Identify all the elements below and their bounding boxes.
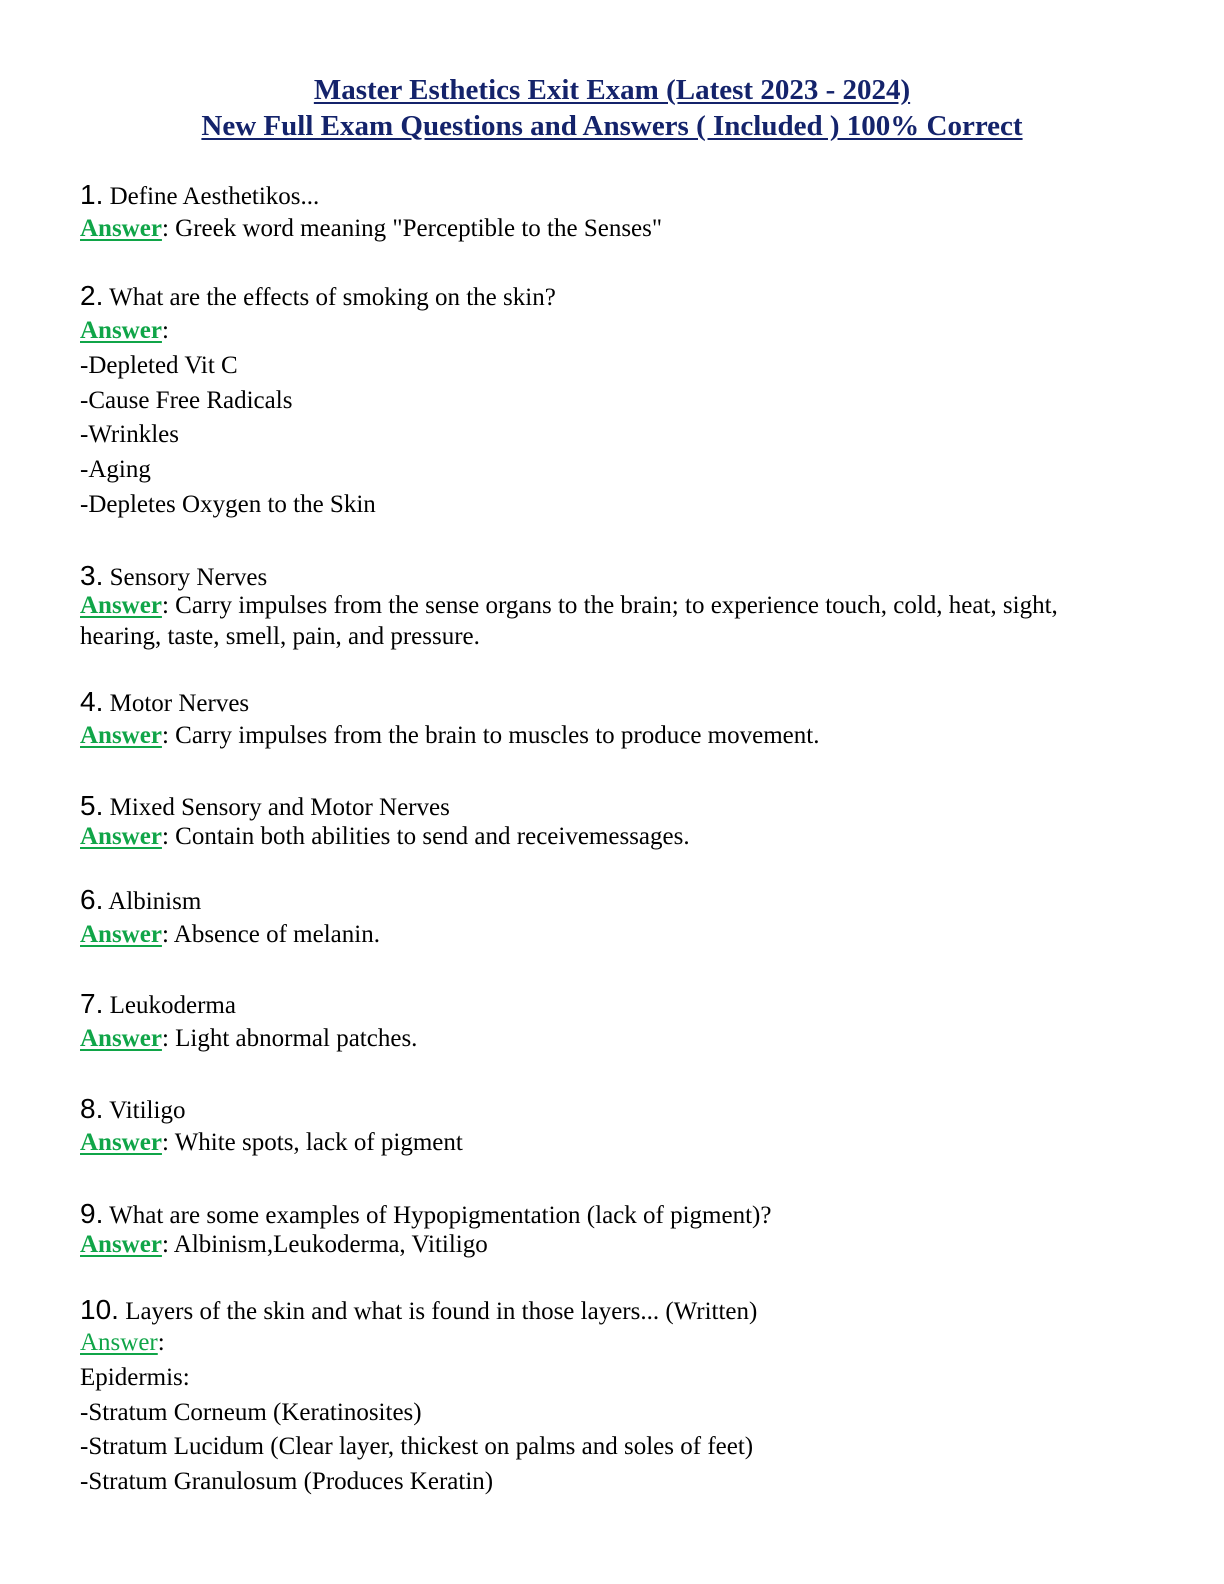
answer-line: -Stratum Corneum (Keratinosites) (80, 1399, 422, 1426)
answer-label: Answer (80, 1025, 162, 1052)
question-text: What are some examples of Hypopigmentation (lack of pigment)? (109, 1202, 772, 1229)
question-2 (80, 282, 556, 310)
answer-line: -Wrinkles (80, 421, 179, 448)
question-number: 7. (80, 988, 104, 1019)
question-text: What are the effects of smoking on the skin? (109, 284, 556, 311)
answer-text: Albinism,Leukoderma, Vitiligo (173, 1231, 488, 1258)
question-9 (80, 1200, 771, 1228)
answer-text: Carry impulses from the sense organs to the brain; to experience touch, cold, heat, sight, hearing, taste, smell, pain, and pressure. (80, 592, 1058, 650)
question-text: Vitiligo (109, 1097, 186, 1124)
answer-5: Answer: Contain both abilities to send and receivemessages. (80, 823, 690, 850)
answer-10: Answer: (80, 1329, 165, 1356)
question-number: 1. (80, 179, 104, 210)
question-3 (80, 562, 267, 590)
answer-text: Greek word meaning "Perceptible to the Senses" (175, 215, 663, 242)
answer-line: -Stratum Lucidum (Clear layer, thickest on palms and soles of feet) (80, 1433, 754, 1460)
question-number: 8. (80, 1093, 104, 1124)
answer-line: Epidermis: (80, 1364, 190, 1391)
answer-line: -Cause Free Radicals (80, 387, 293, 414)
question-text: Sensory Nerves (109, 564, 268, 591)
question-text: Albinism (108, 888, 202, 915)
question-1 (80, 181, 319, 209)
question-6 (80, 886, 201, 914)
answer-label: Answer (80, 823, 162, 850)
answer-text: Absence of melanin. (173, 921, 380, 948)
answer-label: Answer (80, 592, 162, 619)
answer-label: Answer (80, 1231, 162, 1258)
answer-line: -Aging (80, 456, 151, 483)
answer-1: Answer: Greek word meaning "Perceptible to the Senses" (80, 215, 663, 242)
question-text: Layers of the skin and what is found in those layers... (Written) (125, 1298, 758, 1325)
answer-text: Light abnormal patches. (175, 1025, 418, 1052)
answer-line: -Stratum Granulosum (Produces Keratin) (80, 1468, 494, 1495)
answer-label: Answer (80, 215, 162, 242)
title-line-1-wrap (0, 76, 1224, 105)
answer-8: Answer: White spots, lack of pigment (80, 1129, 463, 1156)
question-4 (80, 688, 249, 716)
answer-7: Answer: Light abnormal patches. (80, 1025, 418, 1052)
answer-9: Answer: Albinism,Leukoderma, Vitiligo (80, 1231, 488, 1258)
answer-3: Answer: Carry impulses from the sense organs to the brain; to experience touch, cold, heat, sight, hearing, taste, smell, pain, and pressure. (80, 592, 1058, 650)
question-number: 5. (80, 790, 104, 821)
answer-text: Contain both abilities to send and receivemessages. (175, 823, 690, 850)
question-number: 9. (80, 1198, 104, 1229)
answer-line: -Depletes Oxygen to the Skin (80, 491, 376, 518)
question-8 (80, 1095, 185, 1123)
question-number: 10. (80, 1294, 119, 1325)
document-subtitle: New Full Exam Questions and Answers ( Included ) 100% Correct (201, 110, 1023, 142)
question-text: Motor Nerves (109, 690, 250, 717)
answer-text: Carry impulses from the brain to muscles to produce movement. (175, 722, 820, 749)
question-number: 3. (80, 560, 104, 591)
answer-4: Answer: Carry impulses from the brain to muscles to produce movement. (80, 722, 820, 749)
question-number: 4. (80, 686, 104, 717)
answer-label: Answer (80, 317, 162, 344)
answer-line: -Depleted Vit C (80, 352, 238, 379)
answer-label: Answer (80, 921, 162, 948)
answer-label: Answer (80, 1129, 162, 1156)
question-7 (80, 990, 236, 1018)
question-10 (80, 1296, 757, 1324)
document-title: Master Esthetics Exit Exam (Latest 2023 - 2024) (313, 74, 911, 106)
answer-6: Answer: Absence of melanin. (80, 921, 380, 948)
question-text: Mixed Sensory and Motor Nerves (109, 794, 450, 821)
answer-label: Answer (80, 722, 162, 749)
answer-label: Answer (80, 1329, 158, 1356)
title-line-2-wrap (0, 112, 1224, 141)
answer-text: White spots, lack of pigment (174, 1129, 463, 1156)
answer-2: Answer: (80, 317, 169, 344)
question-text: Define Aesthetikos... (109, 183, 320, 210)
question-text: Leukoderma (109, 992, 236, 1019)
question-5 (80, 792, 450, 820)
question-number: 2. (80, 280, 104, 311)
question-number: 6. (80, 884, 104, 915)
